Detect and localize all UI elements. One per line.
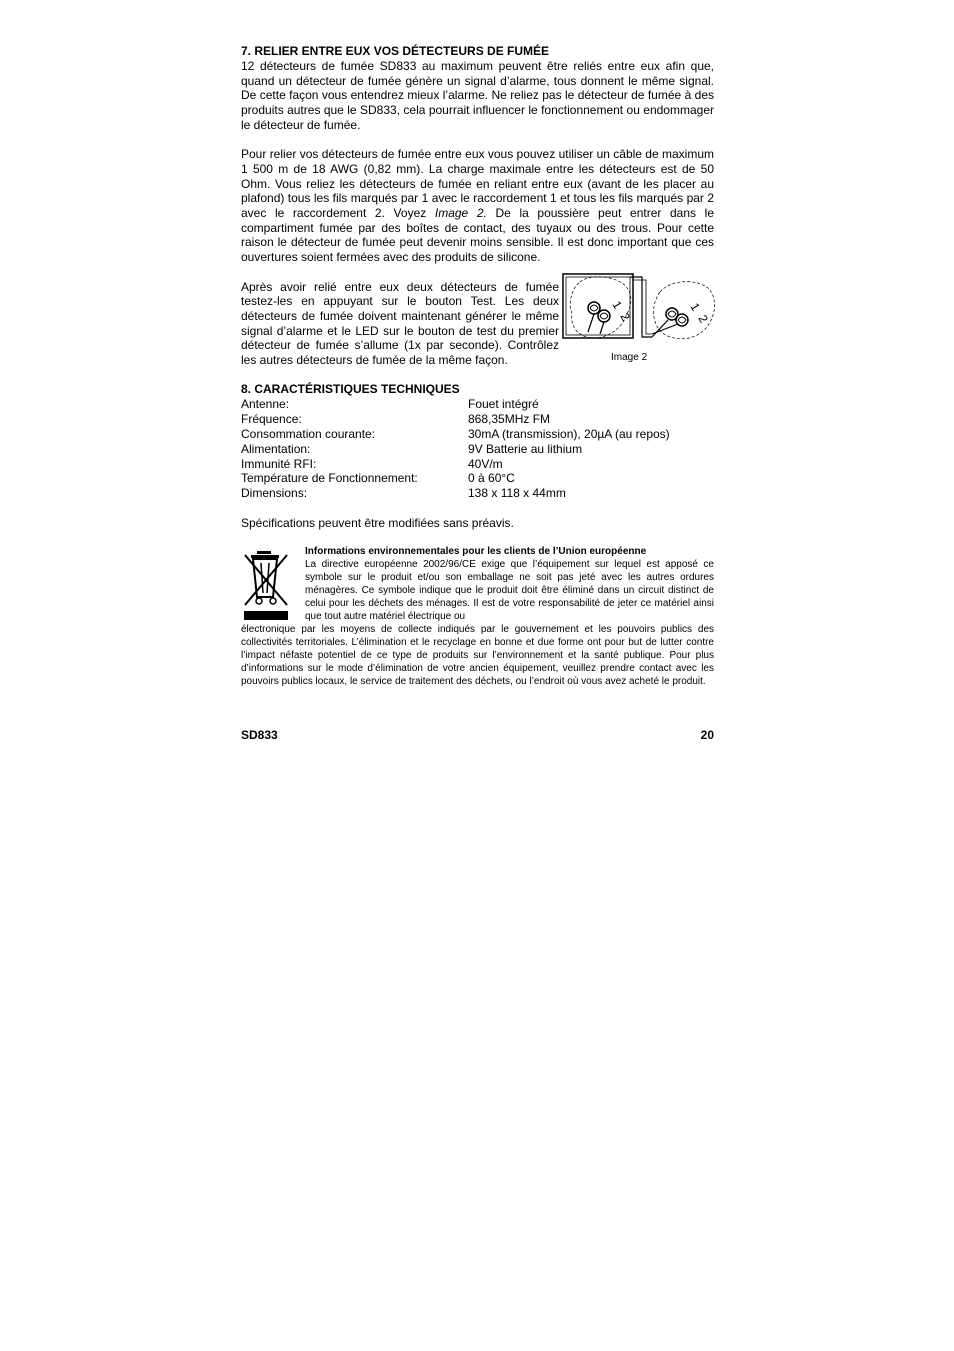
spec-label: Immunité RFI: [241, 456, 317, 471]
model-name: SD833 [241, 728, 278, 742]
spec-label: Antenne: [241, 397, 290, 412]
spec-note: Spécifications peuvent être modifiées sans préavis. [241, 515, 514, 530]
spec-label: Consommation courante: [241, 427, 376, 442]
section-7-paragraph-2: Pour relier vos détecteurs de fumée entre eux vous pouvez utiliser un câble de maximum 1 500 m de 18 AWG (0,82 mm). La charge maximale entre les détecteurs est de 50 Ohm. Vous reliez les détecteurs de fumée en reliant entre eux (avant de les placer au plafond) tous les fils marqués par 1 avec le raccordement 1 et tous les fils marqués par 2 avec le raccordement 2. Voyez Image 2. De la poussière peut entrer dans le compartiment fumée par des boîtes de contact, des tuyaux ou des trous. Pour cette raison le détecteur de fumée peut devenir moins sensible. Il est donc important que ces ouvertures soient fermées avec des produits de silicone. [241, 147, 714, 265]
spec-label: Température de Fonctionnement: [241, 471, 418, 486]
section-7-paragraph-1: 12 détecteurs de fumée SD833 au maximum peuvent être reliés entre eux afin que, quand un détecteur de fumée génère un signal d’alarme, tous donnent le même signal. De cette façon vous entendrez mieux l’alarme. Ne reliez pas le détecteur de fumée à des produits autres que le SD833, cela pourrait influencer le fonctionnement ou endommager le détecteur de fumée. [241, 59, 714, 132]
spec-label: Dimensions: [241, 486, 308, 501]
page-number: 20 [700, 728, 714, 742]
wire-label-2: 2 [617, 310, 633, 323]
section-7-paragraph-3: Après avoir relié entre eux deux détecteurs de fumée testez-les en appuyant sur le bouton Test. Les deux détecteurs de fumée doivent maintenant générer le même signal d’alarme et le LED sur le bouton de test du premier détecteur de fumée s’allume (1x par seconde). Contrôlez les autres détecteurs de fumée de la même façon. [241, 279, 559, 368]
spec-value: 30mA (transmission), 20µA (au repos) [468, 427, 670, 442]
spec-label: Alimentation: [241, 441, 311, 456]
spec-table [241, 397, 714, 501]
page-content [241, 44, 714, 688]
wire-label-1-right: 1 [687, 300, 703, 313]
section-7-heading: 7. RELIER ENTRE EUX VOS DÉTECTEURS DE FUMÉE [241, 44, 550, 58]
environment-text: La directive européenne 2002/96/CE exige que l’équipement sur lequel est apposé ce symbole sur le produit et/ou son emballage ne soit pas jeté avec les autres ordures ménagères. Ce symbole indique que le produit doit être éliminé dans un circuit distinct de celui pour les déchets des ménages. Il est de votre responsabilité de jeter ce matériel ainsi que tout autre matériel électrique ou électronique par les moyens de collecte indiqués par le gouvernement et les pouvoirs publics des collectivités territoriales. L’élimination et le recyclage en bonne et due forme ont pour but de lutter contre l’impact néfaste potentiel de ce type de produits sur l’environnement et la santé publique. Pour plus d’informations sur le mode d’élimination de votre ancien équipement, veuillez prendre contact avec les pouvoirs publics locaux, le service de traitement des déchets, ou l’endroit où vous avez acheté le produit. [241, 559, 714, 688]
spec-value: 0 à 60°C [468, 471, 515, 486]
spec-value: 138 x 118 x 44mm [468, 486, 566, 501]
spec-value: 9V Batterie au lithium [468, 441, 583, 456]
spec-label: Fréquence: [241, 412, 302, 427]
wire-label-2-right: 2 [695, 312, 711, 325]
spec-value: 868,35MHz FM [468, 412, 551, 427]
environment-title: Informations environnementales pour les clients de l’Union européenne [305, 546, 647, 558]
figure-caption: Image 2 [611, 351, 648, 363]
section-8-heading: 8. CARACTÉRISTIQUES TECHNIQUES [241, 382, 460, 397]
environment-notice [241, 545, 714, 688]
wire-label-1: 1 [609, 298, 625, 311]
figure-block [241, 280, 714, 368]
image-2-reference: Image 2. [434, 206, 487, 221]
spec-value: 40V/m [468, 456, 503, 471]
spec-value: Fouet intégré [468, 397, 539, 412]
weee-bin-icon [241, 549, 293, 621]
